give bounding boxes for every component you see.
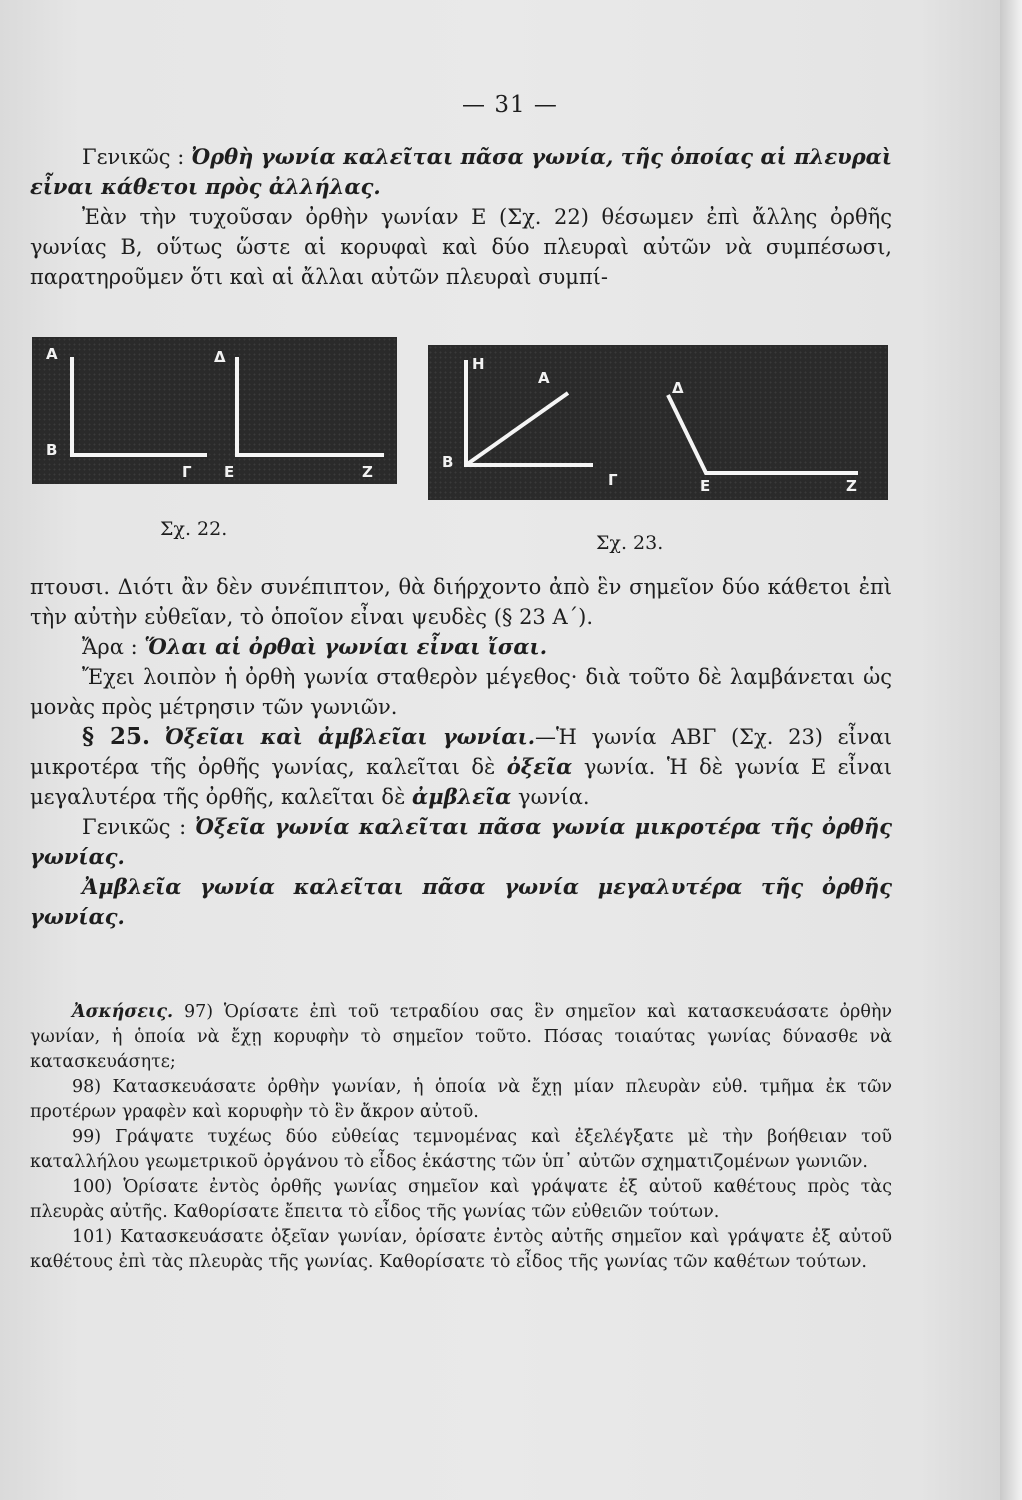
exercise-101: 101) Κατασκευάσατε ὀξεῖαν γωνίαν, ὁρίσατε ἐντὸς αὐτῆς σημεῖον καὶ γράψατε ἐξ αὐτοῦ καθέτους ἐπὶ τὰς πλευρὰς τῆς γωνίας. Καθορίσατε τὸ εἶδος τῆς γωνίας τῶν καθέτων τούτων. — [30, 1227, 892, 1272]
figure-22 — [32, 337, 397, 484]
definition-acute-angle — [30, 812, 892, 872]
fig23-label-Z: Ζ — [846, 477, 857, 495]
section-text-2: γωνία. Ἡ δὲ γωνία Ε εἶναι μεγαλυτέρα τῆς ὀρθῆς, καλεῖται δὲ — [30, 755, 892, 809]
figure-23-drawing — [428, 345, 888, 500]
fig23-label-A: Α — [538, 369, 550, 387]
conclusion-equal-angles — [30, 632, 892, 662]
right-angle-definition: Ὀρθὴ γωνία καλεῖται πᾶσα γωνία, τῆς ὁποίας αἱ πλευραὶ εἶναι κάθετοι πρὸς ἀλλήλας. — [30, 144, 892, 199]
therefore-label: Ἄρα : — [82, 635, 138, 659]
figure-22-drawing — [32, 337, 397, 484]
fig22-label-Z: Ζ — [362, 463, 373, 481]
section-text-3: γωνία. — [518, 785, 590, 809]
exercise-99: 99) Γράψατε τυχέως δύο εὐθείας τεμνομένας καὶ ἐξελέγξατε μὲ τὴν βοήθειαν τοῦ καταλλήλου γεωμετρικοῦ ὀργάνου τὸ εἶδος ἑκάστης τῶν ὑπ᾽ αὐτῶν σχηματιζομένων γωνιῶν. — [30, 1127, 892, 1172]
definition-right-angle — [30, 142, 892, 202]
exercises-block — [30, 1000, 892, 1275]
section-title: Ὀξεῖαι καὶ ἀμβλεῖαι γωνίαι. — [164, 724, 536, 749]
fig22-label-E: Ε — [224, 463, 235, 481]
exercise-97-text: 97) Ὁρίσατε ἐπὶ τοῦ τετραδίου σας ἓν σημεῖον καὶ κατασκευάσατε ὀρθὴν γωνίαν, ἡ ὁποία νὰ ἔχῃ κορυφὴν τὸ σημεῖον τοῦτο. Πόσας τοιαύτας γωνίας δύνασθε νὰ κατασκευάσητε; — [30, 1002, 892, 1072]
middle-text-block — [30, 572, 892, 932]
figure-23-caption: Σχ. 23. — [596, 532, 664, 554]
page-edge — [1000, 0, 1022, 1500]
paragraph-unit-of-measure: Ἔχει λοιπὸν ἡ ὀρθὴ γωνία σταθερὸν μέγεθος· διὰ τοῦτο δὲ λαμβάνεται ὡς μονὰς πρὸς μέτρησιν τῶν γωνιῶν. — [30, 665, 892, 719]
paragraph-superposition: Ἐὰν τὴν τυχοῦσαν ὀρθὴν γωνίαν Ε (Σχ. 22) θέσωμεν ἐπὶ ἄλλης ὀρθῆς γωνίας Β, οὕτως ὥστε αἱ κορυφαὶ καὶ δύο πλευραὶ αὐτῶν νὰ συμπέσωσι, παρατηροῦμεν ὅτι καὶ αἱ ἄλλαι αὐτῶν πλευραὶ συμπί- — [30, 205, 892, 289]
generally-label: Γενικῶς : — [82, 145, 185, 169]
fig22-label-B: Β — [46, 441, 58, 459]
fig23-label-G: Γ — [608, 471, 618, 489]
fig23-label-E: Ε — [700, 477, 711, 495]
exercise-100: 100) Ὁρίσατε ἐντὸς ὀρθῆς γωνίας σημεῖον καὶ γράψατε ἐξ αὐτοῦ καθέτους πρὸς τὰς πλευρὰς αὐτῆς. Καθορίσατε ἔπειτα τὸ εἶδος τῆς γωνίας τῶν εὐθειῶν τούτων. — [30, 1177, 892, 1222]
exercise-97 — [30, 1000, 892, 1075]
figure-22-caption: Σχ. 22. — [160, 518, 228, 540]
figure-23 — [428, 345, 888, 500]
obtuse-term: ἀμβλεῖα — [412, 784, 512, 809]
section-text-1: —Ἡ γωνία ΑΒΓ (Σχ. 23) εἶναι μικροτέρα τῆς ὀρθῆς γωνίας, καλεῖται δὲ — [30, 725, 892, 779]
generally-label-2: Γενικῶς : — [82, 815, 187, 839]
fig22-label-D: Δ — [214, 348, 226, 366]
fig22-label-G: Γ — [182, 463, 192, 481]
section-number: § 25. — [82, 723, 151, 750]
fig23-label-B: Β — [442, 453, 454, 471]
acute-term: ὀξεῖα — [506, 754, 573, 779]
exercises-heading: Ἀσκήσεις. — [72, 1002, 174, 1022]
obtuse-angle-definition: Ἀμβλεῖα γωνία καλεῖται πᾶσα γωνία μεγαλυτέρα τῆς ὀρθῆς γωνίας. — [30, 874, 892, 929]
section-25-paragraph — [30, 722, 892, 812]
exercise-98: 98) Κατασκευάσατε ὀρθὴν γωνίαν, ἡ ὁποία νὰ ἔχῃ μίαν πλευρὰν εὐθ. τμῆμα ἐκ τῶν προτέρων γραφὲν καὶ κορυφὴν τὸ ἓν ἄκρον αὐτοῦ. — [30, 1077, 892, 1122]
fig23-label-H: Η — [472, 355, 485, 373]
paragraph-coincide: πτουσι. Διότι ἂν δὲν συνέπιπτον, θὰ διήρχοντο ἀπὸ ἓν σημεῖον δύο κάθετοι ἐπὶ τὴν αὐτὴν εὐθεῖαν, τὸ ὁποῖον εἶναι ψευδὲς (§ 23 Α΄). — [30, 575, 892, 629]
acute-angle-definition: Ὀξεῖα γωνία καλεῖται πᾶσα γωνία μικροτέρα τῆς ὀρθῆς γωνίας. — [30, 814, 892, 869]
top-text-block — [30, 142, 892, 292]
page-number: — 31 — — [462, 92, 558, 118]
definition-obtuse-angle — [30, 872, 892, 932]
fig22-label-A: Α — [46, 345, 58, 363]
fig23-label-D: Δ — [672, 379, 684, 397]
equal-angles-statement: Ὅλαι αἱ ὀρθαὶ γωνίαι εἶναι ἴσαι. — [144, 634, 548, 659]
